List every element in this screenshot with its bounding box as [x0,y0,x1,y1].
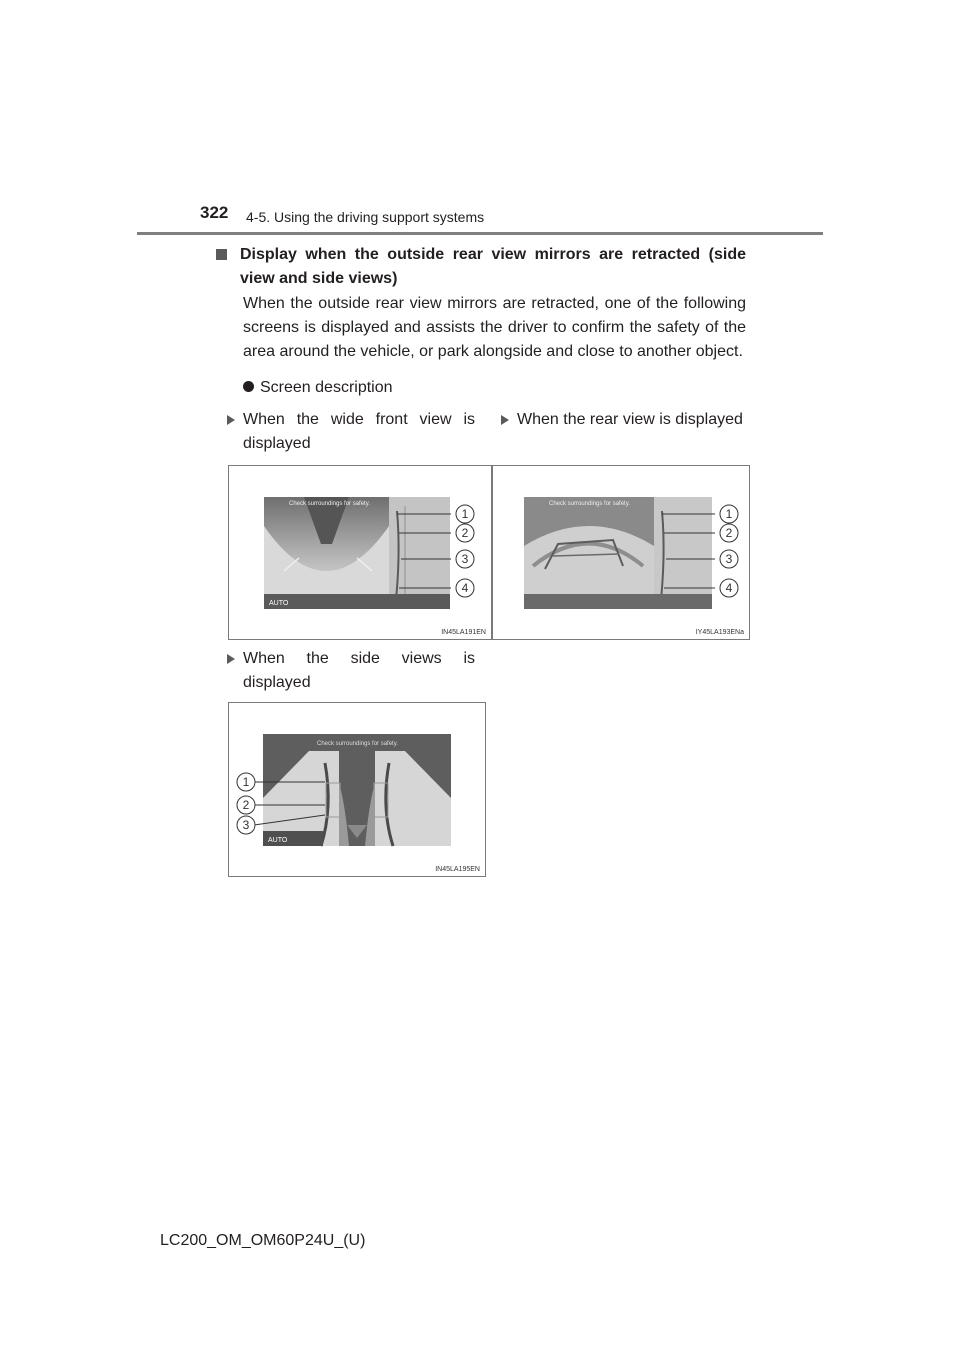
heading-text: Display when the outside rear view mirrors are retracted (side view and side views) [240,246,746,287]
figure-code: IN45LA195EN [435,866,480,873]
section-title: 4-5. Using the driving support systems [246,209,485,225]
figure-side-views [228,702,486,877]
wide-front-view-screen [229,466,491,639]
figure-wide-front-view [228,465,492,640]
subsection-heading [216,243,746,291]
triangle-bullet-icon [501,415,509,425]
side-views-screen [229,703,485,876]
square-bullet-icon [216,249,227,260]
figure-code: IY45LA193ENa [695,629,744,636]
callout-2: 2 [242,798,250,812]
header-rule [137,232,823,235]
screen-message: Check surroundings for safety. [317,741,398,747]
callout-1: 1 [242,775,250,789]
item-label: When the rear view is displayed [517,411,743,428]
description-paragraph: When the outside rear view mirrors are retracted, one of the following screens is displayed and assists the driver to confirm the safety of the area around the vehicle, or park alongside and close to another object. [243,295,746,360]
callout-4: 4 [461,581,469,595]
figure-code: IN45LA191EN [441,629,486,636]
item-label: When the wide front view is displayed [243,411,475,452]
callout-3: 3 [725,552,733,566]
rear-view-screen [493,466,749,639]
screen-message: Check surroundings for safety. [549,501,630,507]
callout-2: 2 [461,526,469,540]
auto-indicator: AUTO [269,600,289,607]
item-rear-view [501,408,749,432]
triangle-bullet-icon [227,415,235,425]
bullet-text: Screen description [260,379,393,396]
item-label: When the side views is displayed [243,650,475,691]
bullet-dot-icon [243,381,254,392]
callout-2: 2 [725,526,733,540]
callout-1: 1 [725,507,733,521]
screen-message: Check surroundings for safety. [289,501,370,507]
callout-4: 4 [725,581,733,595]
page-number: 322 [200,203,229,222]
footer-manual-code: LC200_OM_OM60P24U_(U) [160,1232,366,1249]
callout-1: 1 [461,507,469,521]
bullet-item [243,379,393,397]
triangle-bullet-icon [227,654,235,664]
callout-3: 3 [242,818,250,832]
item-side-views [227,647,475,695]
item-wide-front-view [227,408,475,456]
auto-indicator: AUTO [268,837,288,844]
figure-rear-view [492,465,750,640]
callout-3: 3 [461,552,469,566]
